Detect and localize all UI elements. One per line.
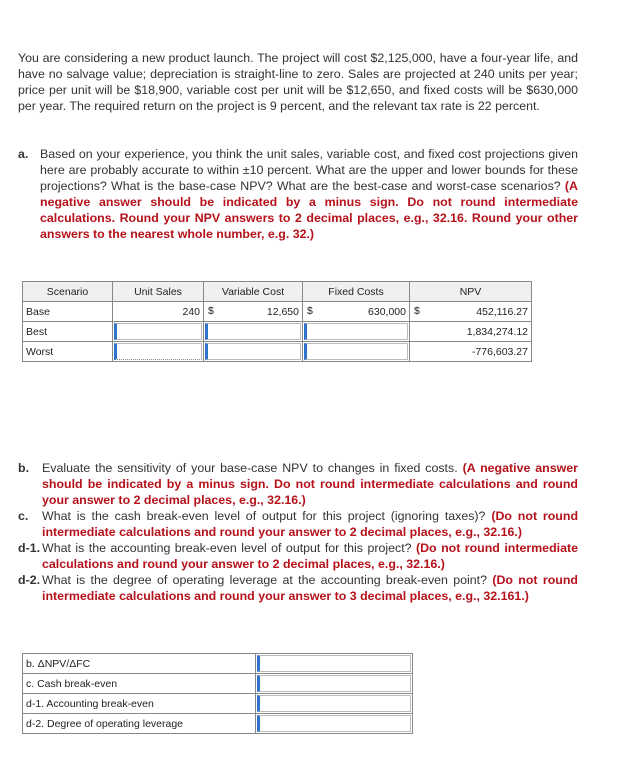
answer-label-d1: d-1. Accounting break-even: [23, 694, 256, 714]
header-variable-cost: Variable Cost: [204, 282, 303, 302]
part-a-instruction: (A negative answer should be indicated by a minus sign. Do not round intermediate calculations. Round your NPV answers to 2 decimal places, e.g., 32.16. Round your other answers to the nearest whole number, e.g. 32.): [40, 179, 578, 241]
table-row: [23, 654, 413, 674]
best-variable-cost-input[interactable]: [205, 323, 301, 340]
part-d1-text: What is the accounting break-even level of output for this project?: [42, 541, 412, 555]
part-d2-question: [18, 572, 578, 604]
header-fixed-costs: Fixed Costs: [303, 282, 410, 302]
answer-label-b: b. ΔNPV/ΔFC: [23, 654, 256, 674]
answer-label-d2: d-2. Degree of operating leverage: [23, 714, 256, 734]
worst-unit-sales-input[interactable]: [114, 343, 202, 360]
scenario-table: [22, 281, 532, 362]
part-b-instruction: (A negative answer should be indicated by a minus sign. Do not round intermediate calculations and round your answer to 2 decimal places, e.g., 32.16.): [42, 461, 578, 507]
table-row: [23, 674, 413, 694]
dol-input[interactable]: [257, 715, 411, 732]
answer-label-c: c. Cash break-even: [23, 674, 256, 694]
scenario-base: Base: [23, 302, 113, 322]
part-c-text: What is the cash break-even level of output for this project (ignoring taxes)?: [42, 509, 486, 523]
base-variable-cost-value: 12,650: [266, 305, 299, 318]
part-a-question: [18, 146, 578, 242]
base-fixed-costs: [303, 302, 410, 322]
worst-fixed-costs-input[interactable]: [304, 343, 408, 360]
table-row: [23, 714, 413, 734]
answer-table: [22, 653, 413, 734]
dollar-sign: $: [414, 305, 420, 317]
header-scenario: Scenario: [23, 282, 113, 302]
table-row: [23, 302, 532, 322]
base-variable-cost: [204, 302, 303, 322]
scenario-worst: Worst: [23, 342, 113, 362]
scenario-best: Best: [23, 322, 113, 342]
base-npv-value: 452,116.27: [476, 305, 528, 318]
scenario-header-row: [23, 282, 532, 302]
table-row: [23, 342, 532, 362]
base-unit-sales: 240: [113, 302, 204, 322]
part-d2-instruction: (Do not round intermediate calculations and round your answer to 3 decimal places, e.g., 32.161.): [42, 573, 578, 603]
header-unit-sales: Unit Sales: [113, 282, 204, 302]
base-fixed-costs-value: 630,000: [368, 305, 406, 318]
part-a-text: Based on your experience, you think the unit sales, variable cost, and fixed cost projections given here are probably accurate to within ±10 percent. What are the upper and lower bounds for these projections? What is the base-case NPV? What are the best-case and worst-case scenarios?: [40, 147, 578, 193]
part-d1-label: d-1.: [18, 541, 41, 555]
delta-npv-input[interactable]: [257, 655, 411, 672]
table-row: [23, 694, 413, 714]
best-fixed-costs-input[interactable]: [304, 323, 408, 340]
part-b-text: Evaluate the sensitivity of your base-case NPV to changes in fixed costs.: [42, 461, 458, 475]
part-d1-instruction: (Do not round intermediate calculations and round your answer to 2 decimal places, e.g., 32.16.): [42, 541, 578, 571]
part-d2-label: d-2.: [18, 573, 41, 587]
part-a-label: a.: [18, 147, 29, 161]
part-c-instruction: (Do not round intermediate calculations and round your answer to 2 decimal places, e.g., 32.16.): [42, 509, 579, 539]
part-c-label: c.: [18, 509, 29, 523]
cash-break-even-input[interactable]: [257, 675, 411, 692]
table-row: [23, 322, 532, 342]
worst-npv-value: -776,603.27: [410, 342, 532, 362]
worst-variable-cost-input[interactable]: [205, 343, 301, 360]
dollar-sign: $: [307, 305, 313, 317]
part-c-question: [18, 508, 578, 540]
part-b-label: b.: [18, 461, 30, 475]
part-d2-text: What is the degree of operating leverage at the accounting break-even point?: [42, 573, 487, 587]
problem-intro: You are considering a new product launch. The project will cost $2,125,000, have a four-year life, and have no salvage value; depreciation is straight-line to zero. Sales are projected at 240 units per year; price per unit will be $18,900, variable cost per unit will be $12,650, and fixed costs will be $630,000 per year. The required return on the project is 9 percent, and the relevant tax rate is 22 percent.: [18, 51, 578, 113]
parts-b-to-d: [18, 460, 578, 604]
base-npv: [410, 302, 532, 322]
part-d1-question: [18, 540, 578, 572]
accounting-break-even-input[interactable]: [257, 695, 411, 712]
best-npv-value: 1,834,274.12: [410, 322, 532, 342]
best-unit-sales-input[interactable]: [114, 323, 202, 340]
dollar-sign: $: [208, 305, 214, 317]
header-npv: NPV: [410, 282, 532, 302]
part-b-question: [18, 460, 578, 508]
